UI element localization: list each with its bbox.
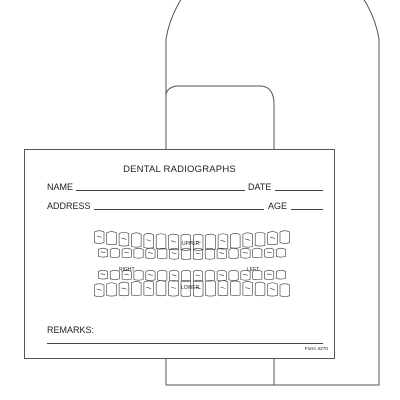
tooth-outline bbox=[169, 234, 179, 250]
tooth-outline bbox=[280, 284, 290, 297]
card-title: DENTAL RADIOGRAPHS bbox=[123, 164, 236, 175]
tooth-outline bbox=[119, 282, 129, 296]
tooth-detail bbox=[245, 288, 250, 289]
tooth-detail bbox=[146, 287, 151, 288]
tooth-detail bbox=[122, 238, 127, 239]
tooth-outline bbox=[119, 232, 129, 246]
tooth-outline bbox=[107, 283, 117, 296]
tooth-outline bbox=[243, 233, 253, 247]
tooth-outline bbox=[255, 232, 265, 246]
tooth-detail bbox=[267, 252, 272, 253]
tooth-outline bbox=[231, 233, 241, 248]
radiograph-card bbox=[24, 149, 335, 359]
tooth-outline bbox=[94, 231, 104, 244]
tooth-detail bbox=[172, 253, 177, 254]
tooth-outline bbox=[170, 270, 179, 281]
tooth-detail bbox=[243, 252, 248, 253]
tooth-detail bbox=[270, 237, 275, 238]
tooth-outline bbox=[158, 270, 167, 281]
tooth-outline bbox=[218, 281, 228, 296]
name-line bbox=[76, 190, 245, 191]
left-label: LEFT bbox=[247, 267, 260, 273]
tooth-outline bbox=[156, 281, 166, 296]
tooth-outline bbox=[132, 281, 142, 295]
upper-label: UPPER bbox=[182, 241, 200, 247]
tooth-outline bbox=[265, 270, 274, 279]
tooth-detail bbox=[243, 274, 248, 275]
form-number: Form 3270 bbox=[304, 347, 328, 352]
tooth-detail bbox=[196, 253, 201, 254]
tooth-outline bbox=[229, 248, 238, 258]
tooth-outline bbox=[156, 234, 166, 249]
tooth-detail bbox=[171, 241, 176, 243]
address-line bbox=[94, 209, 264, 210]
tooth-outline bbox=[276, 270, 285, 279]
tooth-detail bbox=[219, 275, 224, 276]
remarks-label: REMARKS: bbox=[47, 325, 95, 335]
upper-teeth-crowns bbox=[98, 248, 285, 259]
tooth-outline bbox=[181, 270, 190, 281]
tooth-outline bbox=[241, 248, 250, 258]
tooth-outline bbox=[217, 270, 226, 281]
address-label: ADDRESS bbox=[47, 201, 91, 211]
tooth-outline bbox=[110, 248, 119, 257]
tooth-outline bbox=[193, 270, 202, 281]
tooth-outline bbox=[134, 270, 143, 280]
tooth-detail bbox=[124, 252, 129, 253]
tooth-outline bbox=[253, 248, 262, 258]
tooth-outline bbox=[218, 234, 228, 249]
tooth-outline bbox=[265, 248, 274, 257]
tooth-detail bbox=[124, 274, 129, 275]
tooth-outline bbox=[144, 233, 154, 248]
tooth-outline bbox=[229, 270, 238, 280]
tooth-detail bbox=[122, 288, 127, 289]
age-line bbox=[291, 209, 323, 210]
tooth-outline bbox=[107, 232, 117, 245]
tooth-outline bbox=[98, 248, 107, 257]
tooth-detail bbox=[221, 287, 226, 289]
tooth-outline bbox=[122, 248, 131, 258]
date-label: DATE bbox=[248, 182, 272, 192]
tooth-detail bbox=[270, 288, 275, 289]
tooth-detail bbox=[97, 236, 102, 237]
tooth-outline bbox=[144, 281, 154, 296]
tooth-detail bbox=[172, 275, 177, 276]
tooth-detail bbox=[146, 240, 151, 242]
tooth-outline bbox=[206, 280, 216, 296]
name-label: NAME bbox=[47, 182, 74, 192]
tooth-detail bbox=[148, 252, 153, 253]
tooth-detail bbox=[267, 274, 272, 275]
tooth-detail bbox=[101, 274, 106, 275]
tooth-detail bbox=[148, 274, 153, 275]
remarks-line bbox=[47, 343, 323, 344]
tooth-detail bbox=[221, 240, 226, 242]
tooth-detail bbox=[171, 287, 176, 289]
right-label: RIGHT bbox=[119, 267, 135, 273]
age-label: AGE bbox=[268, 201, 288, 211]
tooth-detail bbox=[245, 239, 250, 240]
tooth-outline bbox=[146, 270, 155, 280]
tooth-outline bbox=[132, 233, 142, 247]
tooth-outline bbox=[205, 270, 214, 281]
tooth-outline bbox=[231, 281, 241, 296]
tooth-detail bbox=[196, 275, 201, 276]
tooth-outline bbox=[276, 248, 285, 257]
tooth-outline bbox=[268, 283, 278, 296]
tooth-detail bbox=[101, 252, 106, 253]
tooth-outline bbox=[255, 282, 265, 296]
tooth-outline bbox=[169, 280, 179, 296]
tooth-detail bbox=[219, 253, 224, 254]
tooth-outline bbox=[146, 248, 155, 258]
tooth-outline bbox=[94, 284, 104, 297]
tooth-detail bbox=[97, 289, 102, 290]
tooth-outline bbox=[134, 248, 143, 258]
tooth-outline bbox=[217, 248, 226, 259]
tooth-outline bbox=[206, 234, 216, 250]
tooth-outline bbox=[158, 248, 167, 259]
date-line bbox=[275, 190, 323, 191]
dental-tooth-chart bbox=[89, 216, 295, 316]
tooth-outline bbox=[268, 232, 278, 245]
lower-label: LOWER bbox=[181, 285, 200, 291]
tooth-outline bbox=[280, 231, 290, 244]
tooth-outline bbox=[98, 270, 107, 279]
tooth-outline bbox=[243, 281, 253, 295]
